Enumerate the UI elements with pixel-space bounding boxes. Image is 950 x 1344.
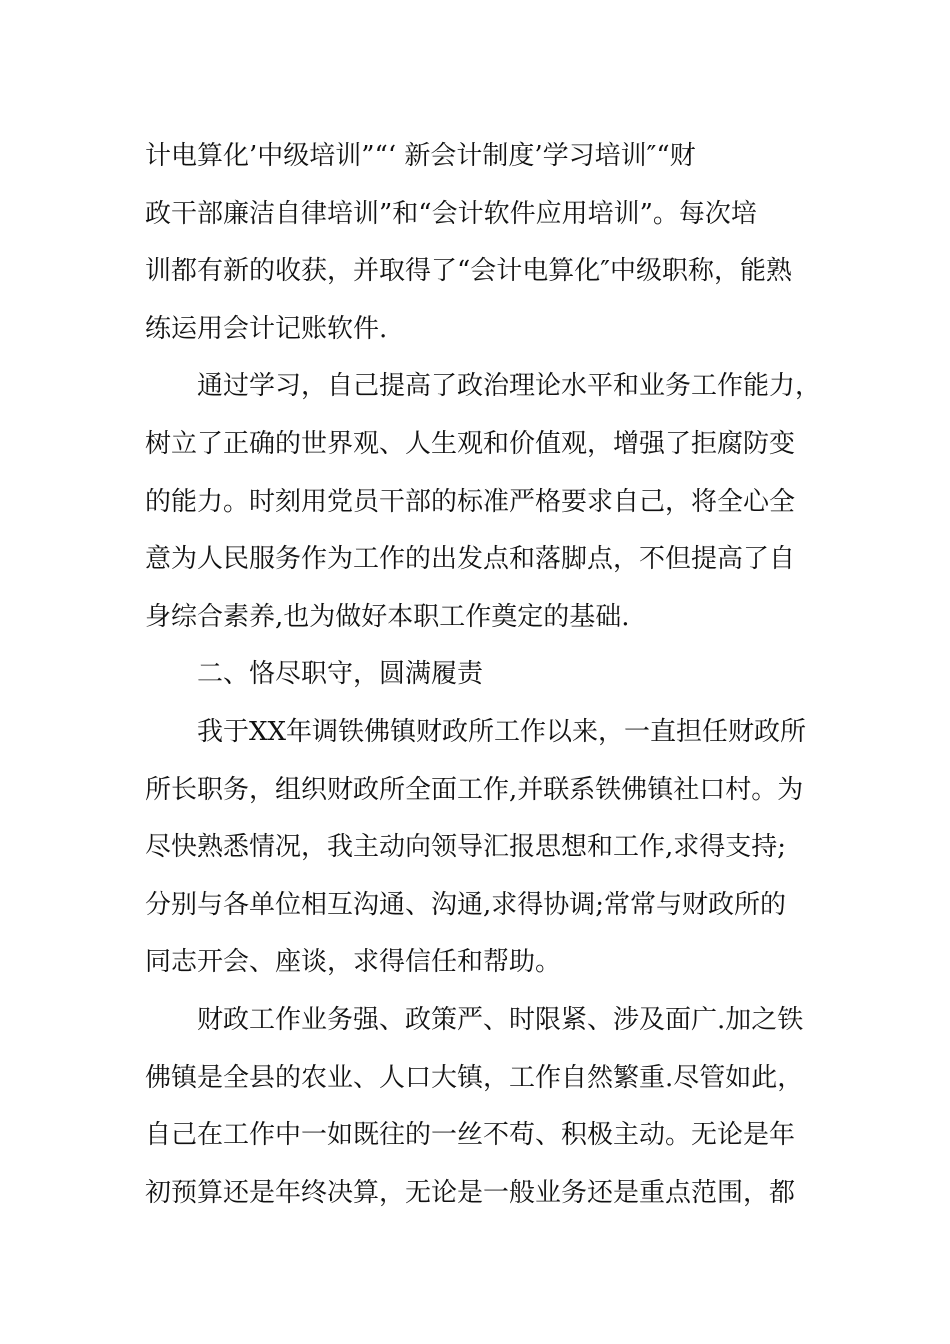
text-line: 树立了正确的世界观、人生观和价值观，增强了拒腐防变 xyxy=(145,428,796,459)
text-line: 练运用会计记账软件. xyxy=(145,313,388,344)
text-line: 计电算化’中级培训”“‘ 新会计制度’学习培训″“财 xyxy=(145,141,696,171)
text-line: 训都有新的收获，并取得了“会计电算化″中级职称，能熟 xyxy=(145,256,793,287)
text-line: 所长职务，组织财政所全面工作,并联系铁佛镇社口村。为 xyxy=(145,774,804,805)
text-line: 我于XX年调铁佛镇财政所工作以来，一直担任财政所 xyxy=(197,716,807,747)
text-line: 佛镇是全县的农业、人口大镇，工作自然繁重.尽管如此， xyxy=(145,1062,804,1093)
text-line: 政干部廉洁自律培训”和“会计软件应用培训”。每次培 xyxy=(145,198,757,229)
section-heading: 二、恪尽职守，圆满履责 xyxy=(197,659,484,690)
text-line: 自己在工作中一如既往的一丝不苟、积极主动。无论是年 xyxy=(145,1120,796,1151)
text-line: 同志开会、座谈，求得信任和帮助。 xyxy=(145,947,562,978)
text-line: 意为人民服务作为工作的出发点和落脚点，不但提高了自 xyxy=(145,544,796,575)
text-line: 身综合素养,也为做好本职工作奠定的基础. xyxy=(145,601,630,632)
text-line: 初预算还是年终决算，无论是一般业务还是重点范围，都 xyxy=(145,1177,796,1208)
text-line: 财政工作业务强、政策严、时限紧、涉及面广.加之铁 xyxy=(197,1004,804,1035)
text-line: 尽快熟悉情况，我主动向领导汇报思想和工作,求得支持; xyxy=(145,832,787,863)
body-text xyxy=(145,128,822,1222)
text-line: 通过学习，自己提高了政治理论水平和业务工作能力， xyxy=(197,371,822,402)
text-line: 的能力。时刻用党员干部的标准严格要求自己，将全心全 xyxy=(145,486,796,517)
text-line: 分别与各单位相互沟通、沟通,求得协调;常常与财政所的 xyxy=(145,889,787,920)
